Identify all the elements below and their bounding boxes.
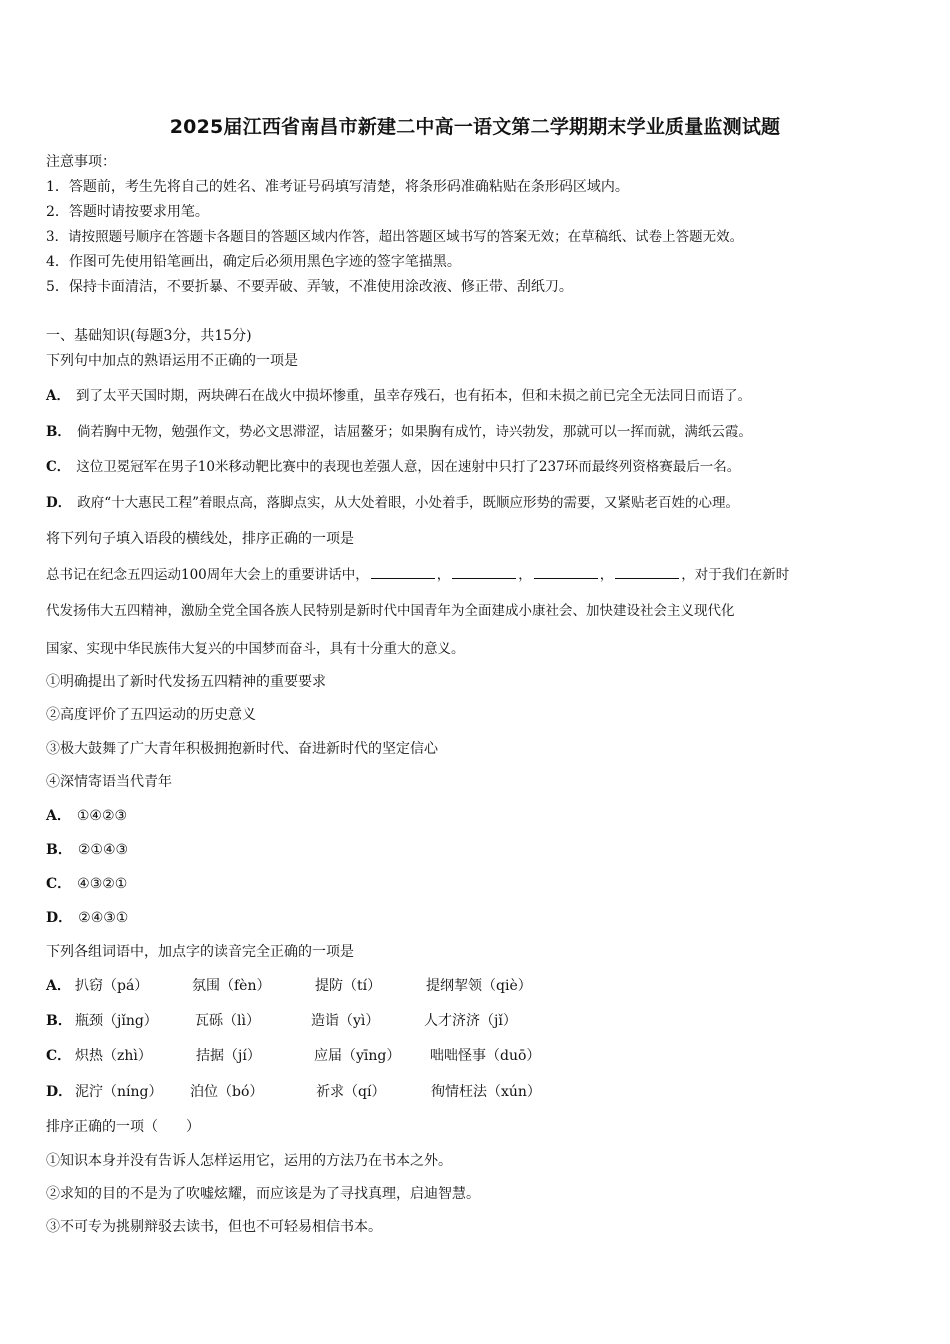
question-stem: 下列各组词语中，加点字的读音完全正确的一项是 — [46, 944, 354, 960]
sentence-item: ③不可专为挑剔辩驳去读书，但也不可轻易相信书本。 — [46, 1219, 382, 1235]
option-a — [46, 976, 912, 996]
fill-blank — [452, 566, 516, 579]
option-label: A． — [46, 808, 71, 824]
question-stem: 将下列句子填入语段的横线处，排序正确的一项是 — [46, 531, 354, 547]
word-item: 造诣（yì） — [311, 1013, 380, 1029]
word-item: 徇情枉法（xún） — [431, 1084, 541, 1100]
option-b — [46, 1011, 912, 1031]
word-item: 瓶颈（jǐng） — [75, 1013, 158, 1029]
option-text: ②①④③ — [77, 842, 129, 858]
option-text: 倘若胸中无物，勉强作文，势必文思滞涩，诘屈鳌牙；如果胸有成竹，诗兴勃发，那就可以一挥而就，满纸云霞。 — [76, 424, 752, 440]
option-d — [46, 1082, 912, 1102]
option-text: 政府“十大惠民工程”着眼点高，落脚点实，从大处着眼，小处着手，既顺应形势的需要，又紧贴老百姓的心理。 — [77, 495, 740, 511]
question-stem: 排序正确的一项（ ） — [46, 1119, 200, 1135]
sentence-item: ③极大鼓舞了广大青年积极拥抱新时代、奋进新时代的坚定信心 — [46, 741, 438, 757]
word-item: 泥泞（níng） — [75, 1084, 163, 1100]
word-item: 提防（tí） — [315, 978, 382, 994]
question-stem: 下列句中加点的熟语运用不正确的一项是 — [46, 353, 298, 369]
option-text: ①④②③ — [76, 808, 128, 824]
option-text: ②④③① — [78, 910, 129, 926]
option-c — [46, 1046, 912, 1066]
fill-blank — [615, 566, 679, 579]
option-d — [46, 493, 912, 513]
passage-text: ，对于我们在新时 — [681, 567, 790, 583]
option-label: A． — [46, 388, 70, 404]
option-label: D． — [46, 1084, 73, 1100]
option-label: C． — [46, 1048, 72, 1064]
word-item: 炽热（zhì） — [75, 1048, 152, 1064]
sentence-item: ①明确提出了新时代发扬五四精神的重要要求 — [46, 674, 326, 690]
word-item: 人才济济（jǐ） — [424, 1013, 517, 1029]
option-b — [46, 422, 912, 442]
notice-item: 4．作图可先使用铅笔画出，确定后必须用黑色字迹的签字笔描黑。 — [46, 254, 461, 270]
option-b — [46, 840, 912, 860]
passage-text: 总书记在纪念五四运动100周年大会上的重要讲话中， — [46, 567, 369, 583]
option-label: B． — [46, 424, 71, 440]
page-title: 2025届江西省南昌市新建二中高一语文第二学期期末学业质量监测试题 — [169, 116, 781, 138]
option-label: C． — [46, 876, 72, 892]
notice-item: 5．保持卡面清洁，不要折暴、不要弄破、弄皱，不准使用涂改液、修正带、刮纸刀。 — [46, 279, 573, 295]
option-label: A． — [46, 978, 71, 994]
word-item: 应届（yīng） — [314, 1048, 401, 1064]
notice-heading: 注意事项： — [46, 154, 116, 170]
section-heading: 一、基础知识(每题3分，共15分) — [46, 328, 252, 344]
fill-blank — [371, 566, 435, 579]
word-item: 扒窃（pá） — [75, 978, 149, 994]
word-item: 咄咄怪事（duō） — [430, 1048, 541, 1064]
sentence-item: ②求知的目的不是为了吹嘘炫耀，而应该是为了寻找真理，启迪智慧。 — [46, 1186, 480, 1202]
option-a — [46, 806, 912, 826]
option-a — [46, 386, 912, 406]
passage-line: 国家、实现中华民族伟大复兴的中国梦而奋斗，具有十分重大的意义。 — [46, 641, 465, 657]
word-item: 拮据（jí） — [196, 1048, 261, 1064]
notice-item: 2．答题时请按要求用笔。 — [46, 204, 209, 220]
word-item: 祈求（qí） — [316, 1084, 386, 1100]
sentence-item: ②高度评价了五四运动的历史意义 — [46, 707, 256, 723]
option-c — [46, 874, 912, 894]
option-text: ④③②① — [77, 876, 128, 892]
option-label: D． — [46, 910, 73, 926]
option-label: B． — [46, 842, 72, 858]
option-d — [46, 908, 912, 928]
word-item: 氛围（fèn） — [192, 978, 271, 994]
sentence-item: ①知识本身并没有告诉人怎样运用它，运用的方法乃在书本之外。 — [46, 1153, 452, 1169]
option-label: C． — [46, 459, 71, 475]
passage-line: 总书记在纪念五四运动100周年大会上的重要讲话中， ， ， ， ，对于我们在新时 — [46, 567, 790, 583]
notice-item: 3．请按照题号顺序在答题卡各题目的答题区域内作答，超出答题区域书写的答案无效；在草稿纸、试卷上答题无效。 — [46, 229, 744, 245]
word-item: 泊位（bó） — [190, 1084, 264, 1100]
sentence-item: ④深情寄语当代青年 — [46, 774, 172, 790]
option-c — [46, 457, 912, 477]
word-item: 提纲挈领（qiè） — [426, 978, 532, 994]
fill-blank — [534, 566, 598, 579]
word-item: 瓦砾（lì） — [195, 1013, 260, 1029]
option-label: B． — [46, 1013, 72, 1029]
notice-item: 1．答题前，考生先将自己的姓名、准考证号码填写清楚，将条形码准确粘贴在条形码区域内。 — [46, 179, 629, 195]
option-label: D． — [46, 495, 72, 511]
option-text: 这位卫冕冠军在男子10米移动靶比赛中的表现也差强人意，因在速射中只打了237环而最终列资格赛最后一名。 — [76, 459, 741, 475]
option-text: 到了太平天国时期，两块碑石在战火中损坏惨重，虽幸存残石，也有拓本，但和未损之前已完全无法同日而语了。 — [75, 388, 751, 404]
passage-line: 代发扬伟大五四精神，激励全党全国各族人民特别是新时代中国青年为全面建成小康社会、加快建设社会主义现代化 — [46, 603, 735, 619]
